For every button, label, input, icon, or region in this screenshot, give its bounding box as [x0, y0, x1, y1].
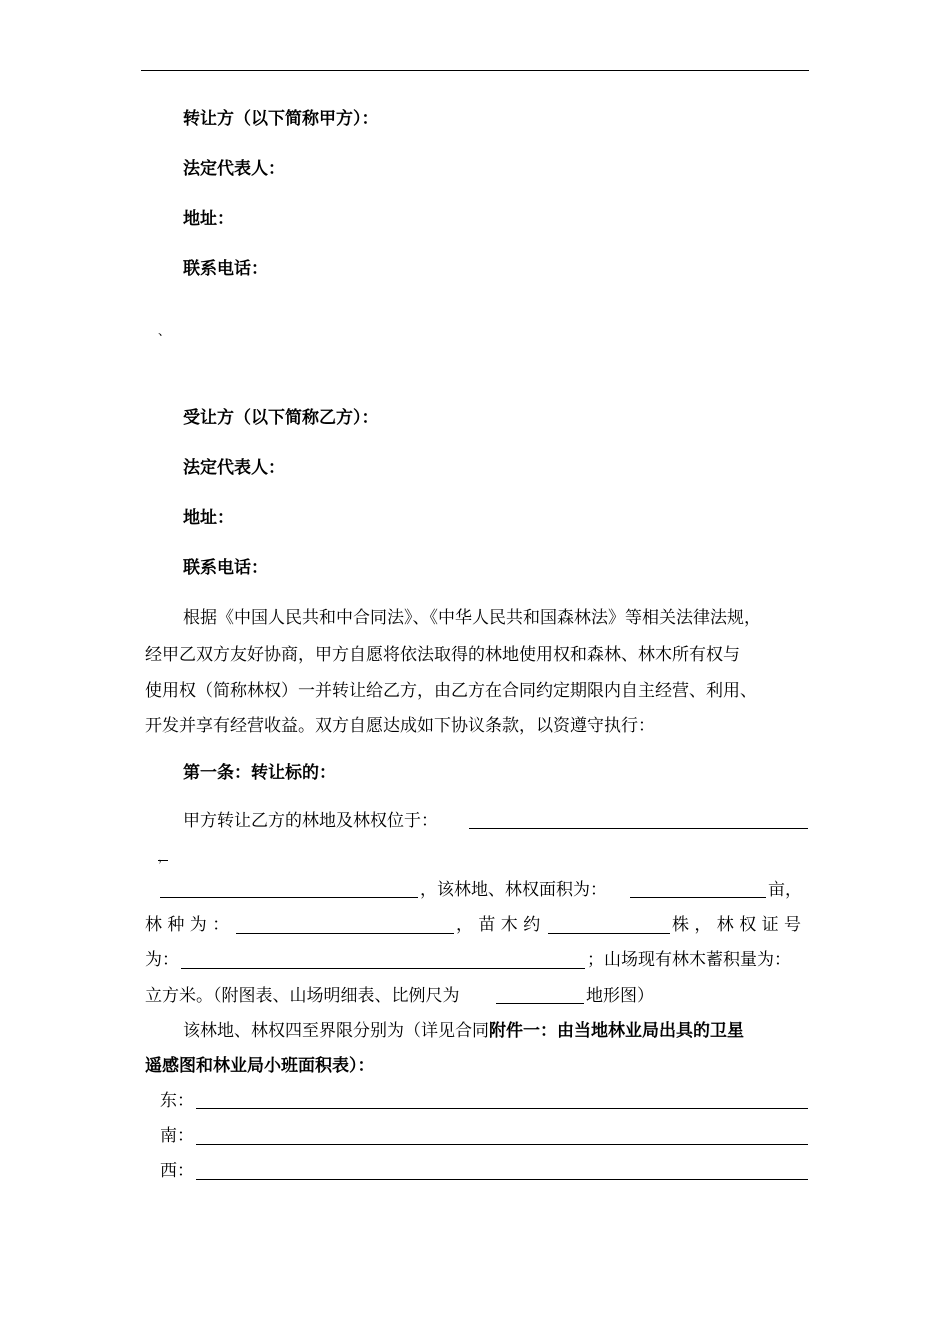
area-unit: 亩， [768, 880, 802, 900]
volume-unit: 立方米。（附图表、山场明细表、比例尺为 [145, 986, 460, 1006]
party-b-title: 受让方（以下简称乙方）： [183, 408, 379, 428]
party-a-phone: 联系电话： [183, 259, 268, 279]
location-blank-2[interactable] [160, 897, 418, 898]
location-label: 甲方转让乙方的林地及林权位于： [183, 811, 438, 831]
preamble-line-3: 使用权（简称林权）一并转让给乙方，由乙方在合同约定期限内自主经营、利用、 [145, 681, 757, 701]
species-blank[interactable] [236, 933, 454, 934]
location-blank[interactable] [469, 828, 808, 829]
preamble-line-2: 经甲乙双方友好协商，甲方自愿将依法取得的林地使用权和森林、林木所有权与 [145, 645, 740, 665]
boundary-attachment: 附件一：由当地林业局出具的卫星 [489, 1021, 744, 1041]
volume-label: ；山场现有林木蓄积量为： [587, 950, 791, 970]
party-b-address: 地址： [183, 508, 234, 528]
boundary-intro [183, 1020, 744, 1042]
boundary-prefix: 该林地、林权四至界限分别为（详见合同 [183, 1021, 489, 1041]
header-rule [141, 70, 809, 71]
seedlings-blank[interactable] [548, 933, 670, 934]
cert-blank[interactable] [181, 968, 585, 969]
east-label: 东： [160, 1091, 194, 1111]
species-label: 林 种 为 ： [145, 915, 230, 935]
boundary-attachment-2: 遥感图和林业局小班面积表）： [145, 1056, 375, 1076]
party-a-title: 转让方（以下简称甲方）： [183, 109, 379, 129]
scale-blank[interactable] [496, 1003, 584, 1004]
preamble-line-4: 开发并享有经营收益。双方自愿达成如下协议条款，以资遵守执行： [145, 716, 655, 736]
party-a-address: 地址： [183, 209, 234, 229]
party-b-rep: 法定代表人： [183, 458, 285, 478]
west-blank[interactable] [196, 1179, 808, 1180]
area-blank[interactable] [630, 897, 766, 898]
preamble-line-1: 根据《中国人民共和中合同法》、《中华人民共和国森林法》等相关法律法规， [183, 608, 761, 628]
party-b-phone: 联系电话： [183, 558, 268, 578]
east-blank[interactable] [196, 1108, 808, 1109]
area-label: ，该林地、林权面积为： [420, 880, 607, 900]
south-blank[interactable] [196, 1144, 808, 1145]
stray-underline [158, 860, 168, 861]
stray-comma: ， [158, 850, 171, 864]
article1-heading: 第一条：转让标的： [183, 763, 336, 783]
stray-mark: 、 [158, 324, 171, 338]
map-label: 地形图） [586, 986, 654, 1006]
cert-label: 株 ， 林 权 证 号 [672, 915, 802, 935]
cert-prefix: 为： [145, 950, 179, 970]
west-label: 西： [160, 1161, 194, 1181]
seedlings-label: ， 苗 木 约 [456, 915, 541, 935]
party-a-rep: 法定代表人： [183, 159, 285, 179]
south-label: 南： [160, 1126, 194, 1146]
